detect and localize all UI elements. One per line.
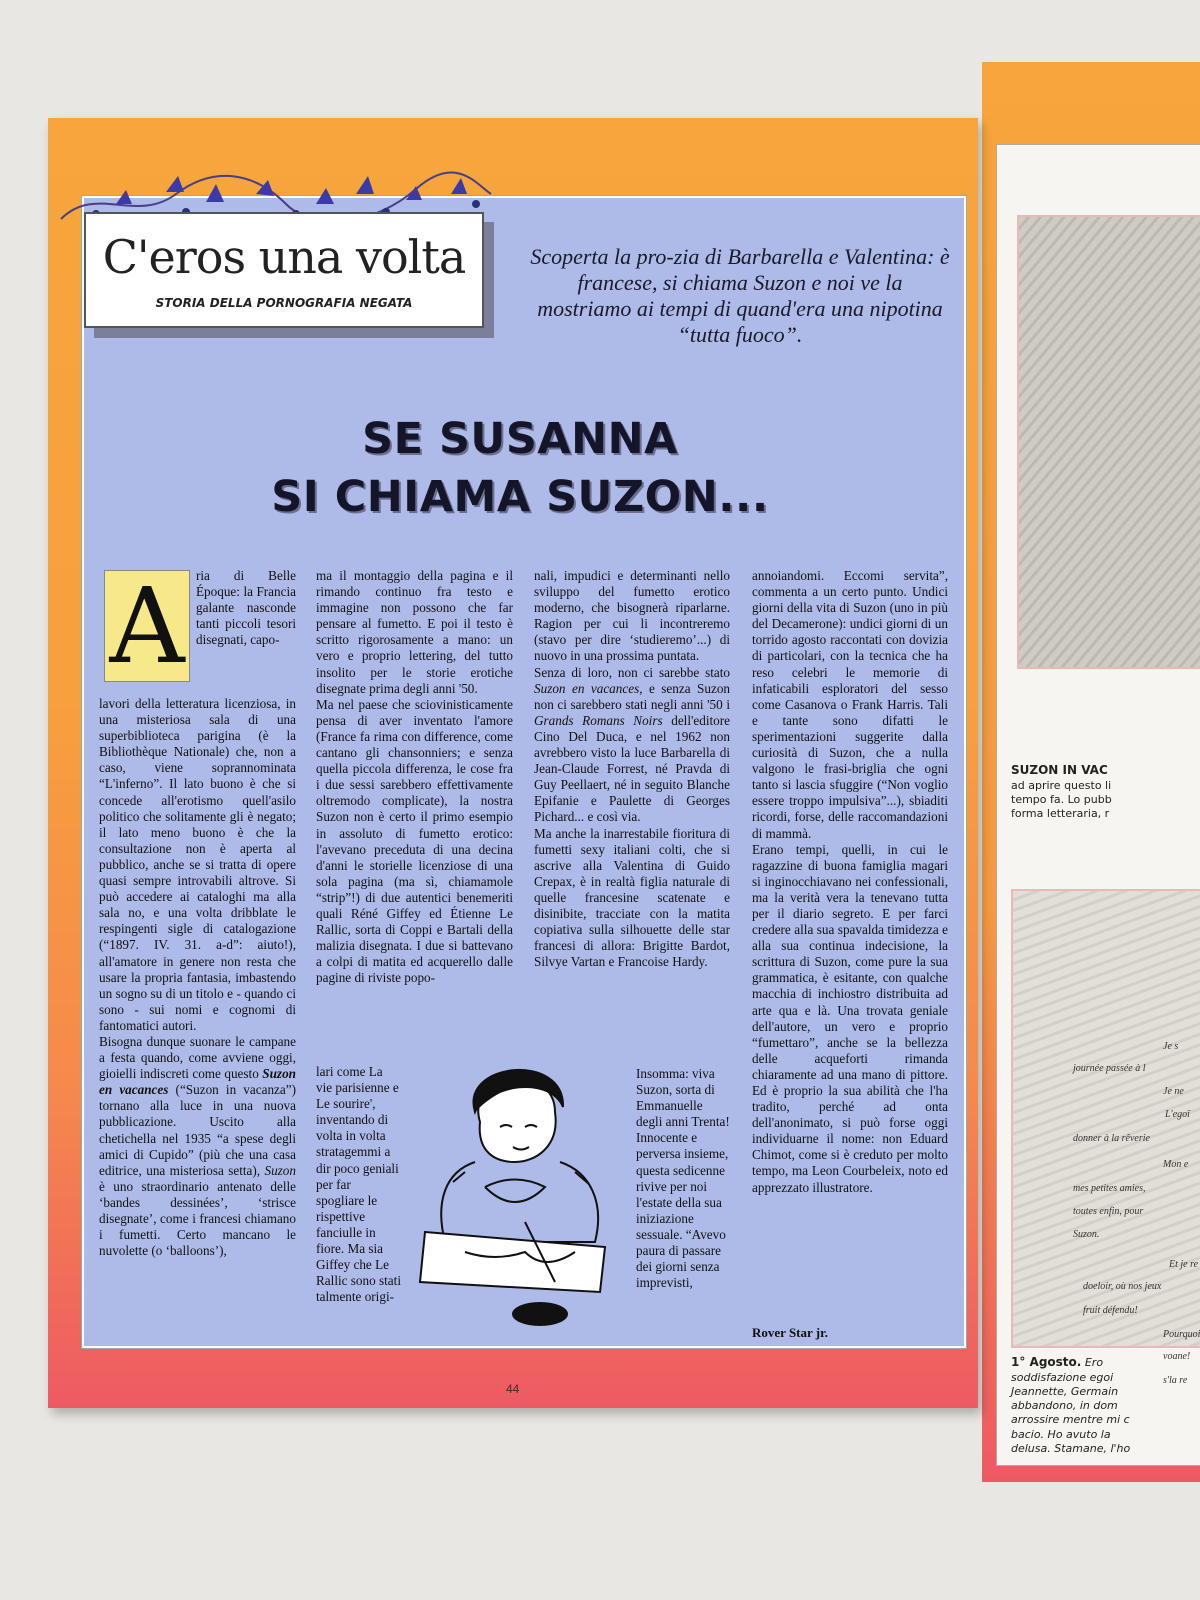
- page-number: 44: [506, 1382, 520, 1396]
- logo-title: C'eros una volta: [102, 230, 466, 284]
- article-column-3-narrow: Insomma: viva Suzon, sorta di Emmanuelle degli anni Trenta! Innocente e perversa insieme, questa sedicenne rivive per noi l'estate della sua iniziazione sessuale. “Avevo paura di passare dei giorni senza imprevisti,: [636, 1066, 730, 1291]
- article-headline: SE SUSANNA SI CHIAMA SUZON...: [271, 414, 769, 522]
- article-column-1: lavori della letteratura licenziosa, in una misteriosa sala di una superbiblioteca parigina (è la Bibliothèque Nationale) che, non a caso, viene soprannominata “L'inferno”. Il lato buono è che si concede all'erotismo quell'asilo politico che solitamente gli è negato; il lato meno buono è che la consultazione non è aperta al pubblico, anche se si tratta di opere quasi sempre introvabili altrove. Si può accedere ai cataloghi ma alla sala no, e una volta dribblate le respingenti sigle di catalogazione (“1897. IV. 31. a-d”: aiuto!), all'amatore in genere non resta che usare la propria fantasia, imbastendo un sogno su di un titolo e - quando ci sono - sui nomi e cognomi di fantomatici autori. Bisogna dunque suonare le campane a festa quando, come avviene oggi, gioielli indiscreti come questo Suzon en vacances (“Suzon in vacanza”) tornano alla luce in una nuova pubblicazione. Uscito alla chetichella nel 1935 “a spese degli amici di Cupido” (più che una casa editrice, una misteriosa setta), Suzon è uno straordinario antenato delle ‘bandes dessinées’, ‘strisce disegnate’, come i francesi chiamano i fumetti. Certo mancano le nuvolette (o ‘balloons’),: [99, 696, 296, 1259]
- article-column-3: nali, impudici e determinanti nello sviluppo del fumetto erotico moderno, che bisognerà riparlarne. Ragion per cui li incontreremo (stavo per dire ‘studieremo’...) di nuovo in una prossima puntata. Senza di loro, non ci sarebbe stato Suzon en vacances, e senza Suzon non ci sarebbero stati negli anni '50 i Grands Romans Noirs dell'editore Cino Del Duca, e nel 1962 non avrebbero visto la luce Barbarella di Jean-Claude Forrest, né Pravda di Guy Peellaert, né in seguito Blanche Epifanie e Paulette di Georges Pichard... e così via. Ma anche la inarrestabile fioritura di fumetti sexy italiani colti, che si ascrive alla Valentina di Guido Crepax, è in realtà figlia naturale di quelle francesine scatenate e disinibite, tracciate con la matita copiativa sulla silhouette delle star francesi di allora: Brigitte Bardot, Silvye Vartan e Francoise Hardy.: [534, 568, 731, 970]
- etching-illustration-top: [1017, 215, 1200, 669]
- logo-subtitle: STORIA DELLA PORNOGRAFIA NEGATA: [155, 296, 413, 310]
- author-signature: Rover Star jr.: [752, 1325, 828, 1340]
- girl-writing-illustration: [405, 1052, 625, 1352]
- facing-page-panel: [996, 144, 1200, 1466]
- article-column-1-top: ria di Belle Époque: la Francia galante nasconde tanti piccoli tesori disegnati, capo-: [196, 568, 296, 648]
- caption-top-title: SUZON IN VAC: [1011, 763, 1108, 777]
- caption-top: SUZON IN VAC ad aprire questo li tempo fa. Lo pubb forma letteraria, r: [1011, 763, 1112, 821]
- article-column-2-narrow: lari come La vie parisienne e Le sourire', inventando di volta in volta stratagemmi a dir poco geniali per far spogliare le rispettive fanciulle in fiore. Ma sia Giffey che Le Rallic sono stati talmente origi-: [316, 1064, 401, 1305]
- drop-cap: A: [104, 570, 190, 682]
- article-deck: Scoperta la pro-zia di Barbarella e Valentina: è francese, si chiama Suzon e noi ve la mostriamo ai tempi di quand'era una nipotina “tutta fuoco”.: [530, 244, 950, 347]
- article-column-4: annoiandomi. Eccomi servita”, commenta a un certo punto. Undici giorni della vita di Suzon (uno in più del Decamerone): undici giorni di un torrido agosto raccontati con dovizia di particolari, con la tecnica che ha reso celebri le memorie di infaticabili esploratori del sesso come Casanova o Frank Harris. Tali e tante sono difatti le sperimentazioni suggerite dalla curiosità di Suzon, che a nulla valgono le frasi-briglia che ogni tanto si lascia sfuggire (“Non voglio essere troppo impulsiva”...), sbiaditi ricordi, forse, delle raccomandazioni di mammà. Erano tempi, quelli, in cui le ragazzine di buona famiglia magari si inginocchiavano nei confessionali, ma la verità vera la tenevano tutta per il diario segreto. E per farci credere alla sua spavalda timidezza e alla sua continua indecisione, la scrittura di Suzon, come pure la sua grammatica, è esitante, con qualche macchia di inchiostro distribuita ad arte qua e là. Una trovata geniale dell'autore, un vero e proprio “fumettaro”, anche se la bellezza delle acqueforti rimanda chiaramente ad una mano di pittore. Ed è proprio la sua abilità che l'ha tradito, perché ad onta dell'anonimato, si può forse oggi individuarne il nome: non Eduard Chimot, come si è creduto per molto tempo, ma Leon Courbeleix, noto ed apprezzato illustratore.: [752, 568, 948, 1195]
- etching-illustration-handwriting: Je s journée passée à l Je ne L'egoï donner à la rêverie Mon e mes petites amies, toutes enfin, pour Suzon. Et je re doeloir, où nos jeux fruit défendu! Pourquoi voane! s'la re: [1011, 889, 1200, 1348]
- caption-bottom-title: 1° Agosto.: [1011, 1355, 1082, 1369]
- article-column-2: ma il montaggio della pagina e il rimando continuo fra testo e immagine non possono che far pensare al fumetto. E poi il testo è scritto rigorosamente a mano: un vero e proprio lettering, del tutto insolito per le storie erotiche disegnate prima degli anni '50. Ma nel paese che sciovinisticamente pensa di aver inventato l'amore (France fa rima con difference, come cantano gli chansonniers; e senza quella piccola differenza, le cose fra i due sessi sarebbero effettivamente oltremodo complicate), la nostra Suzon non è certo il primo esempio in assoluto di fumetto erotico: l'avevano preceduta di una decina d'anni le storielle licenziose di una sola pagina (ma sì, chiamamole “strip”!) di due autentici benemeriti quali Réné Giffey ed Étienne Le Rallic, sorta di Coppi e Bartali della malizia disegnata. I due si battevano a colpi di matita ed acquerello dalle pagine di riviste popo-: [316, 568, 513, 986]
- caption-bottom: 1° Agosto. Ero soddisfazione egoi Jeannette, Germain abbandono, in dom arrossire mentre mi c bacio. Ho avuto la delusa. Stamane, l'ho: [1011, 1355, 1131, 1456]
- facing-page: [982, 62, 1200, 1482]
- series-logo: [84, 212, 484, 328]
